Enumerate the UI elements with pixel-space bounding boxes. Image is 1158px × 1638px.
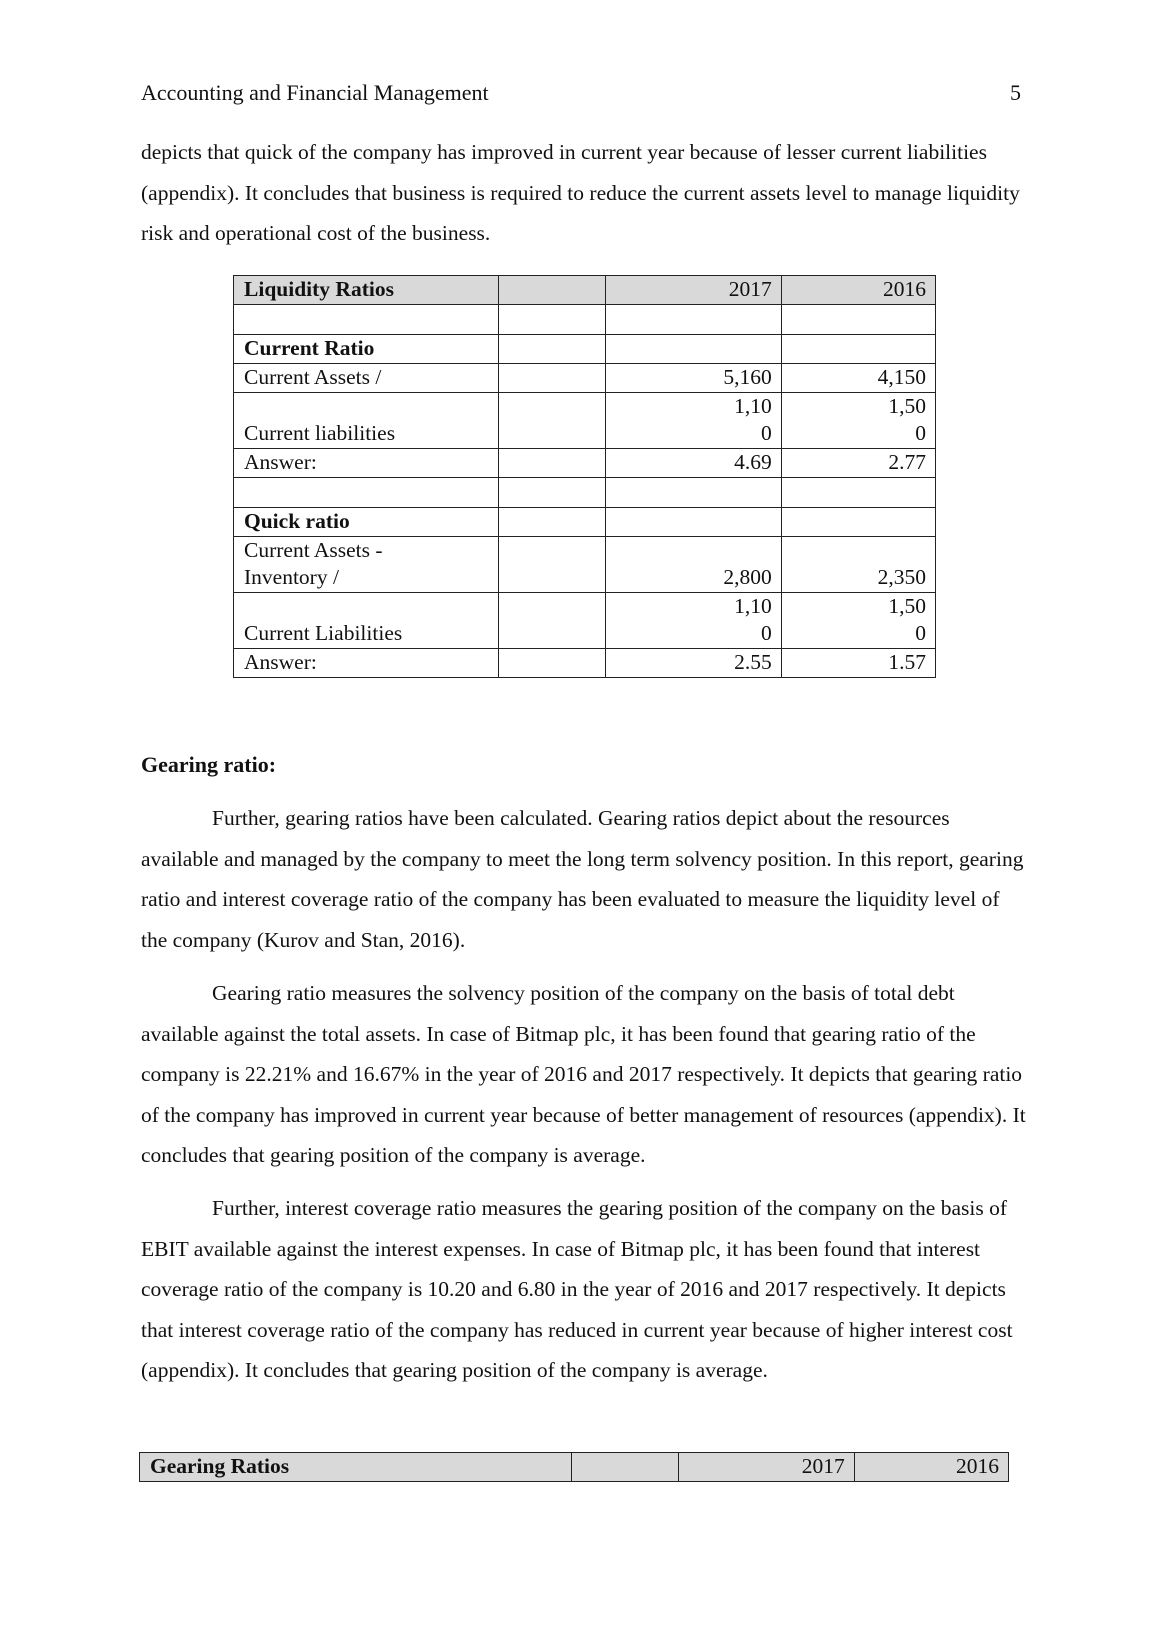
value-2017: [605, 593, 781, 649]
gearing-ratios-table: [139, 1452, 1009, 1482]
column-header-2016: 2016: [781, 276, 935, 305]
intro-paragraph: depicts that quick of the company has improved in current year because of lesser current liabilities (appendix). It concludes that business is required to reduce the current assets level to manage liquidity risk and operational cost of the business.: [141, 140, 1020, 245]
gearing-ratio-heading: Gearing ratio:: [141, 752, 277, 777]
value-2016: [781, 593, 935, 649]
running-header: Accounting and Financial Management: [141, 80, 489, 105]
gearing-paragraph-2: Gearing ratio measures the solvency position of the company on the basis of total debt available against the total assets. In case of Bitmap plc, it has been found that gearing ratio of the company is 22.21% and 16.67% in the year of 2016 and 2017 respectively. It depicts that gearing ratio of the company has improved in current year because of better management of resources (appendix). It concludes that gearing position of the company is average.: [141, 981, 1026, 1167]
answer-2016: 2.77: [781, 449, 935, 478]
page-number: 5: [1010, 80, 1021, 105]
row-label: [234, 537, 499, 593]
value-2017: 5,160: [605, 364, 781, 393]
answer-2016: 1.57: [781, 649, 935, 678]
answer-2017: 4.69: [605, 449, 781, 478]
column-header-2017: 2017: [605, 276, 781, 305]
value-2016: 2,350: [781, 537, 935, 593]
table-title: Liquidity Ratios: [234, 276, 499, 305]
blank-row: [234, 305, 936, 335]
column-header-2017: 2017: [678, 1453, 854, 1482]
table-row: [234, 449, 936, 478]
table-header-row: [234, 276, 936, 305]
table-row: [234, 364, 936, 393]
row-label: Answer:: [234, 449, 499, 478]
value-part: 1,50: [888, 394, 926, 418]
table-row: [234, 508, 936, 537]
table-title: Gearing Ratios: [140, 1453, 572, 1482]
value-2017: [605, 393, 781, 449]
current-ratio-heading: Current Ratio: [234, 335, 499, 364]
table-row: [234, 537, 936, 593]
value-part: 1,10: [734, 594, 772, 618]
empty-cell: [499, 276, 605, 305]
answer-2017: 2.55: [605, 649, 781, 678]
label-part: Inventory /: [244, 565, 339, 589]
empty-cell: [572, 1453, 678, 1482]
quick-ratio-heading: Quick ratio: [234, 508, 499, 537]
gearing-paragraph-1: Further, gearing ratios have been calculated. Gearing ratios depict about the resources available and managed by the company to meet the long term solvency position. In this report, gearing ratio and interest coverage ratio of the company has been evaluated to measure the liquidity level of the company (Kurov and Stan, 2016).: [141, 806, 1024, 952]
value-2016: [781, 393, 935, 449]
row-label: Current Assets /: [234, 364, 499, 393]
column-header-2016: 2016: [854, 1453, 1008, 1482]
table-row: [234, 393, 936, 449]
value-part: 1,10: [734, 394, 772, 418]
table-row: [234, 649, 936, 678]
row-label: Current liabilities: [234, 393, 499, 449]
value-part: 1,50: [888, 594, 926, 618]
value-2017: 2,800: [605, 537, 781, 593]
liquidity-ratios-table: [233, 275, 936, 678]
row-label: Current Liabilities: [234, 593, 499, 649]
table-row: [234, 593, 936, 649]
table-header-row: [140, 1453, 1009, 1482]
value-2016: 4,150: [781, 364, 935, 393]
value-part: 0: [761, 421, 772, 445]
value-part: 0: [915, 621, 926, 645]
value-part: 0: [915, 421, 926, 445]
label-part: Current Assets -: [244, 538, 383, 562]
table-row: [234, 335, 936, 364]
blank-row: [234, 478, 936, 508]
row-label: Answer:: [234, 649, 499, 678]
gearing-paragraph-3: Further, interest coverage ratio measures the gearing position of the company on the basis of EBIT available against the interest expenses. In case of Bitmap plc, it has been found that interest coverage ratio of the company is 10.20 and 6.80 in the year of 2016 and 2017 respectively. It depicts that interest coverage ratio of the company has reduced in current year because of higher interest cost (appendix). It concludes that gearing position of the company is average.: [141, 1196, 1013, 1382]
value-part: 0: [761, 621, 772, 645]
